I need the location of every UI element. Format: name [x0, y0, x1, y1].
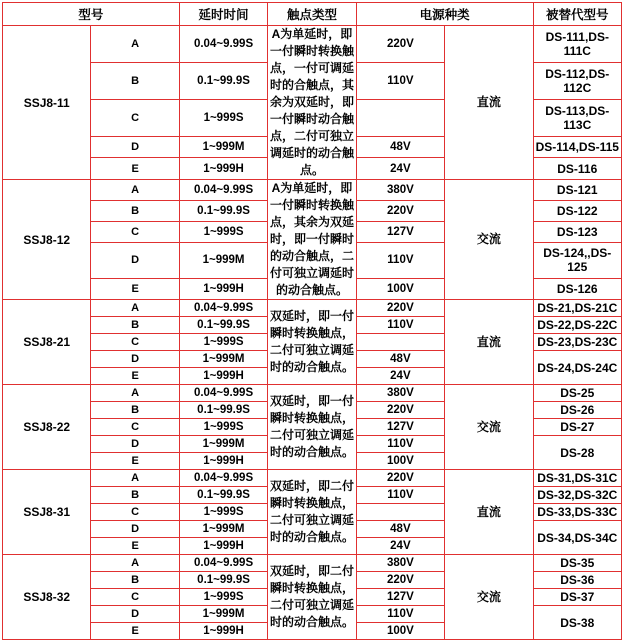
- cell-replacement-model: DS-37: [533, 589, 621, 606]
- cell-power-voltage: 48V: [356, 351, 444, 368]
- cell-code: C: [91, 504, 179, 521]
- cell-power-label: [445, 385, 533, 470]
- cell-delay-time: 1~999S: [179, 99, 267, 136]
- cell-replacement-model: DS-111,DS-111C: [533, 26, 621, 63]
- cell-delay-time: 1~999S: [179, 504, 267, 521]
- cell-model: SSJ8-22: [3, 385, 91, 470]
- table-body: [3, 26, 622, 640]
- cell-power-voltage: 110V: [356, 317, 444, 334]
- cell-replacement-model: DS-24,DS-24C: [533, 351, 621, 385]
- cell-power-voltage: 220V: [356, 470, 444, 487]
- cell-code: E: [91, 278, 179, 299]
- cell-code: C: [91, 419, 179, 436]
- cell-delay-time: 1~999M: [179, 136, 267, 158]
- column-header-delay-time: 延时时间: [179, 3, 267, 26]
- cell-power-voltage: 127V: [356, 222, 444, 243]
- cell-code: E: [91, 368, 179, 385]
- cell-delay-time: 0.1~99.9S: [179, 402, 267, 419]
- cell-code: D: [91, 243, 179, 279]
- column-header-power-type: 电源种类: [356, 3, 533, 26]
- cell-power-voltage: 48V: [356, 136, 444, 158]
- cell-delay-time: 1~999M: [179, 243, 267, 279]
- column-header-contact-type: 触点类型: [268, 3, 356, 26]
- cell-replacement-model: DS-21,DS-21C: [533, 300, 621, 317]
- cell-code: B: [91, 572, 179, 589]
- cell-power-voltage: 380V: [356, 385, 444, 402]
- cell-delay-time: 1~999H: [179, 278, 267, 299]
- cell-power-label: [445, 555, 533, 640]
- cell-power-label: [445, 300, 533, 385]
- cell-power-voltage: 24V: [356, 538, 444, 555]
- cell-power-label: [445, 470, 533, 555]
- cell-delay-time: 0.04~9.99S: [179, 555, 267, 572]
- cell-power-label: [445, 26, 533, 180]
- cell-code: E: [91, 538, 179, 555]
- power-label-text: 直流: [476, 334, 501, 349]
- cell-replacement-model: DS-23,DS-23C: [533, 334, 621, 351]
- cell-delay-time: 1~999H: [179, 623, 267, 640]
- cell-code: D: [91, 606, 179, 623]
- cell-delay-time: 1~999M: [179, 436, 267, 453]
- cell-delay-time: 0.04~9.99S: [179, 300, 267, 317]
- cell-replacement-model: DS-38: [533, 606, 621, 640]
- cell-delay-time: 0.1~99.9S: [179, 317, 267, 334]
- cell-power-voltage: 220V: [356, 572, 444, 589]
- cell-power-voltage: [356, 99, 444, 136]
- cell-contact-type: 双延时，即二付瞬时转换触点，二付可独立调延时的动合触点。: [268, 555, 356, 640]
- table-row: [3, 385, 622, 402]
- table-row: [3, 555, 622, 572]
- cell-model: SSJ8-32: [3, 555, 91, 640]
- cell-power-voltage: 24V: [356, 158, 444, 180]
- cell-power-voltage: 48V: [356, 521, 444, 538]
- cell-replacement-model: DS-22,DS-22C: [533, 317, 621, 334]
- cell-replacement-model: DS-36: [533, 572, 621, 589]
- cell-delay-time: 1~999H: [179, 538, 267, 555]
- cell-code: D: [91, 521, 179, 538]
- cell-delay-time: 1~999M: [179, 521, 267, 538]
- cell-replacement-model: DS-112,DS-112C: [533, 62, 621, 99]
- cell-replacement-model: DS-113,DS-113C: [533, 99, 621, 136]
- cell-delay-time: 0.04~9.99S: [179, 180, 267, 201]
- cell-power-voltage: 110V: [356, 243, 444, 279]
- cell-power-voltage: 220V: [356, 300, 444, 317]
- cell-power-voltage: 220V: [356, 201, 444, 222]
- cell-power-voltage: 110V: [356, 62, 444, 99]
- cell-replacement-model: DS-31,DS-31C: [533, 470, 621, 487]
- cell-replacement-model: DS-27: [533, 419, 621, 436]
- cell-replacement-model: DS-28: [533, 436, 621, 470]
- cell-contact-type: A为单延时，即一付瞬时转换触点，一付可调延时的合触点，其余为双延时，即一付瞬时动合触点，二付可独立调延时的动合触点。: [268, 26, 356, 180]
- cell-code: A: [91, 300, 179, 317]
- column-header-model: 型号: [3, 3, 180, 26]
- table-header: [3, 3, 622, 26]
- cell-power-voltage: 100V: [356, 623, 444, 640]
- cell-delay-time: 1~999S: [179, 589, 267, 606]
- cell-code: E: [91, 158, 179, 180]
- cell-power-voltage: 100V: [356, 453, 444, 470]
- table-row: [3, 300, 622, 317]
- power-label-text: 交流: [476, 419, 501, 434]
- cell-power-voltage: 127V: [356, 419, 444, 436]
- cell-model: SSJ8-11: [3, 26, 91, 180]
- power-label-text: 交流: [476, 232, 501, 246]
- cell-code: A: [91, 470, 179, 487]
- cell-contact-type: 双延时，即一付瞬时转换触点，二付可独立调延时的动合触点。: [268, 300, 356, 385]
- column-header-replacement-model: 被替代型号: [533, 3, 621, 26]
- cell-delay-time: 1~999H: [179, 158, 267, 180]
- cell-replacement-model: DS-33,DS-33C: [533, 504, 621, 521]
- cell-replacement-model: DS-32,DS-32C: [533, 487, 621, 504]
- cell-code: D: [91, 351, 179, 368]
- cell-delay-time: 1~999M: [179, 351, 267, 368]
- cell-replacement-model: DS-34,DS-34C: [533, 521, 621, 555]
- cell-code: A: [91, 385, 179, 402]
- cell-code: B: [91, 201, 179, 222]
- power-label-text: 直流: [476, 95, 501, 109]
- cell-code: B: [91, 317, 179, 334]
- cell-power-voltage: 127V: [356, 589, 444, 606]
- cell-power-voltage: 380V: [356, 180, 444, 201]
- cell-delay-time: 1~999S: [179, 334, 267, 351]
- cell-power-voltage: [356, 504, 444, 521]
- cell-model: SSJ8-31: [3, 470, 91, 555]
- cell-delay-time: 0.1~99.9S: [179, 62, 267, 99]
- cell-replacement-model: DS-25: [533, 385, 621, 402]
- cell-code: A: [91, 180, 179, 201]
- table-row: [3, 180, 622, 201]
- table-row: [3, 26, 622, 63]
- cell-replacement-model: DS-35: [533, 555, 621, 572]
- cell-replacement-model: DS-126: [533, 278, 621, 299]
- cell-replacement-model: DS-123: [533, 222, 621, 243]
- cell-power-voltage: [356, 334, 444, 351]
- cell-delay-time: 0.04~9.99S: [179, 26, 267, 63]
- cell-code: C: [91, 99, 179, 136]
- table-header-row: [3, 3, 622, 26]
- cell-power-voltage: 110V: [356, 436, 444, 453]
- cell-power-voltage: 110V: [356, 606, 444, 623]
- power-label-text: 交流: [476, 589, 501, 604]
- cell-replacement-model: DS-116: [533, 158, 621, 180]
- cell-delay-time: 0.04~9.99S: [179, 385, 267, 402]
- cell-code: C: [91, 334, 179, 351]
- cell-power-voltage: 110V: [356, 487, 444, 504]
- cell-model: SSJ8-21: [3, 300, 91, 385]
- cell-code: E: [91, 453, 179, 470]
- cell-replacement-model: DS-122: [533, 201, 621, 222]
- cell-replacement-model: DS-114,DS-115: [533, 136, 621, 158]
- cell-power-voltage: 380V: [356, 555, 444, 572]
- cell-power-voltage: 220V: [356, 26, 444, 63]
- cell-code: C: [91, 222, 179, 243]
- cell-code: B: [91, 62, 179, 99]
- cell-delay-time: 0.1~99.9S: [179, 572, 267, 589]
- table-row: [3, 470, 622, 487]
- cell-code: D: [91, 436, 179, 453]
- cell-contact-type: A为单延时，即一付瞬时转换触点，其余为双延时，即一付瞬时的动合触点，二付可独立调延时的动合触点。: [268, 180, 356, 300]
- cell-delay-time: 1~999H: [179, 368, 267, 385]
- cell-delay-time: 0.04~9.99S: [179, 470, 267, 487]
- cell-code: D: [91, 136, 179, 158]
- cell-model: SSJ8-12: [3, 180, 91, 300]
- cell-code: B: [91, 402, 179, 419]
- cell-power-voltage: 100V: [356, 278, 444, 299]
- cell-power-label: [445, 180, 533, 300]
- specification-table: [2, 2, 622, 640]
- cell-contact-type: 双延时，即一付瞬时转换触点，二付可独立调延时的动合触点。: [268, 385, 356, 470]
- cell-code: E: [91, 623, 179, 640]
- cell-power-voltage: 220V: [356, 402, 444, 419]
- cell-replacement-model: DS-124,,DS-125: [533, 243, 621, 279]
- cell-code: A: [91, 26, 179, 63]
- cell-delay-time: 0.1~99.9S: [179, 201, 267, 222]
- cell-replacement-model: DS-26: [533, 402, 621, 419]
- cell-power-voltage: 24V: [356, 368, 444, 385]
- cell-code: C: [91, 589, 179, 606]
- cell-contact-type: 双延时，即二付瞬时转换触点，二付可独立调延时的动合触点。: [268, 470, 356, 555]
- cell-replacement-model: DS-121: [533, 180, 621, 201]
- cell-delay-time: 1~999S: [179, 222, 267, 243]
- cell-code: B: [91, 487, 179, 504]
- cell-delay-time: 0.1~99.9S: [179, 487, 267, 504]
- cell-delay-time: 1~999S: [179, 419, 267, 436]
- power-label-text: 直流: [476, 504, 501, 519]
- cell-delay-time: 1~999H: [179, 453, 267, 470]
- cell-delay-time: 1~999M: [179, 606, 267, 623]
- cell-code: A: [91, 555, 179, 572]
